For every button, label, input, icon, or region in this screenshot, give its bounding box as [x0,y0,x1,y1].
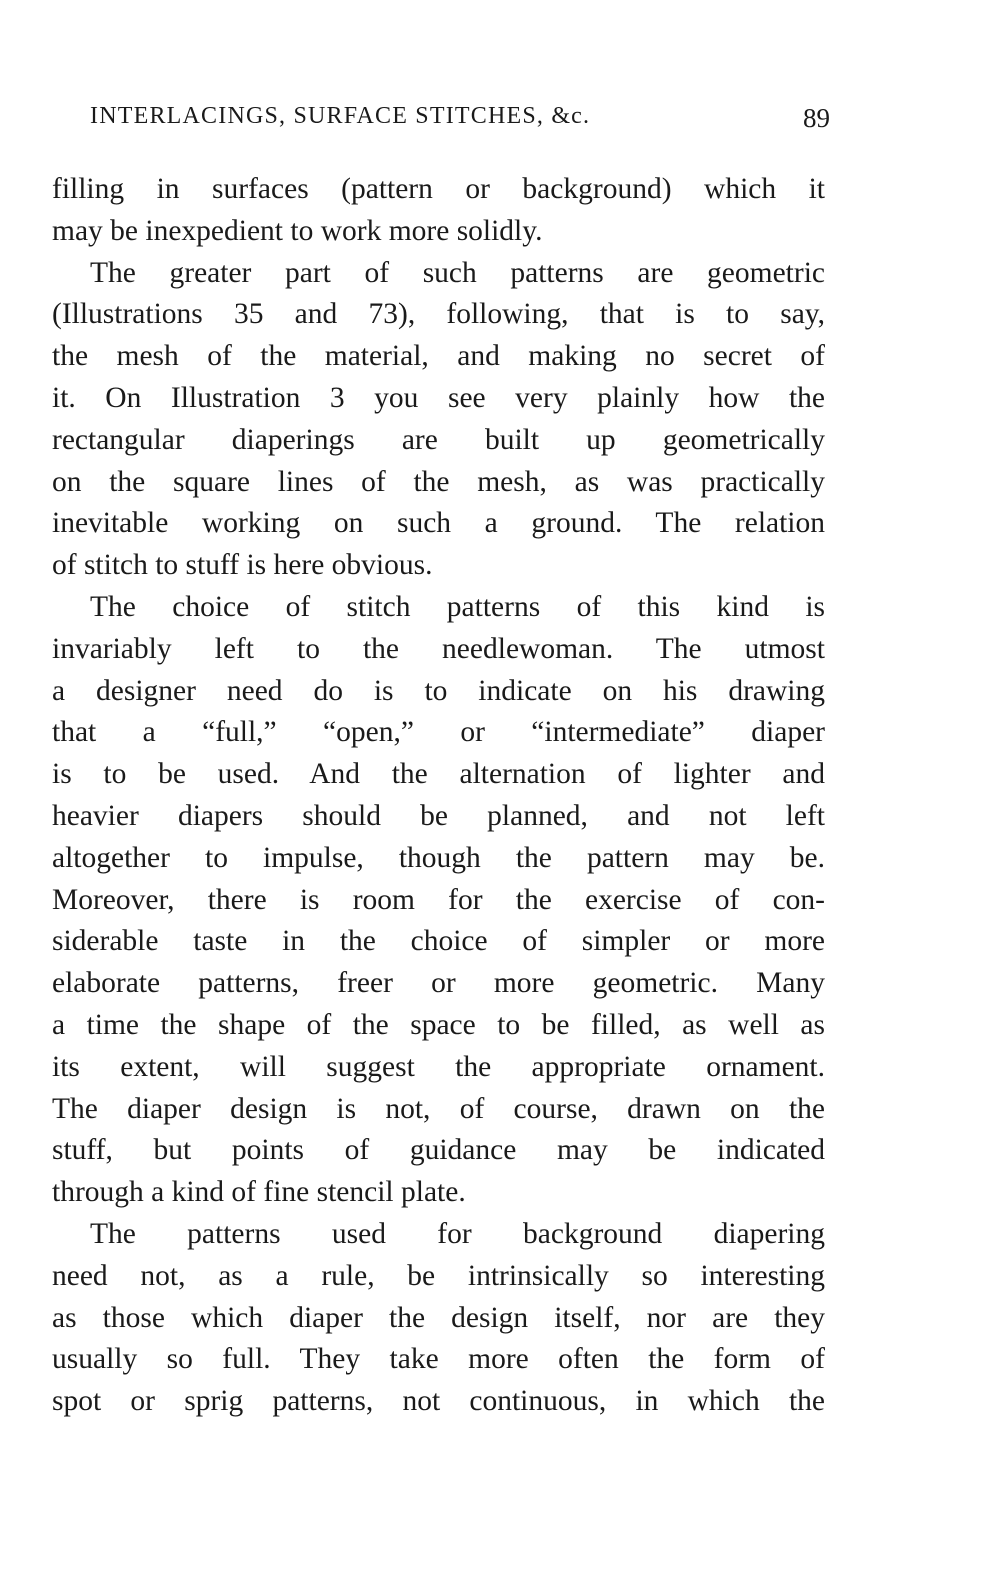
text-line: rectangular diaperings are built up geometrically [52,423,825,456]
page-number: 89 [803,103,830,133]
text-line: through a kind of fine stencil plate. [52,1176,466,1209]
text-line: a designer need do is to indicate on his drawing [52,674,825,707]
text-line: The patterns used for background diapering [90,1217,825,1250]
text-line: filling in surfaces (pattern or background) which it [52,173,825,205]
running-title: INTERLACINGS, SURFACE STITCHES, &c. [90,103,591,129]
text-line: (Illustrations 35 and 73), following, that is to say, [52,298,825,331]
body-text [52,169,825,1423]
text-line: invariably left to the needlewoman. The utmost [52,632,825,665]
running-header [90,103,830,139]
text-line: spot or sprig patterns, not continuous, in which the [52,1385,825,1418]
text-line: a time the shape of the space to be filled, as well as [52,1008,825,1041]
text-line: stuff, but points of guidance may be indicated [52,1134,825,1167]
text-line: as those which diaper the design itself, nor are they [52,1301,825,1334]
text-line: The greater part of such patterns are geometric [90,256,825,289]
text-line: it. On Illustration 3 you see very plainly how the [52,381,825,414]
text-line: need not, as a rule, be intrinsically so interesting [52,1259,825,1292]
text-line: may be inexpedient to work more solidly. [52,214,543,247]
text-line: The choice of stitch patterns of this kind is [90,590,825,623]
text-line: on the square lines of the mesh, as was practically [52,465,825,498]
text-line: Moreover, there is room for the exercise of con- [52,883,825,916]
text-line: the mesh of the material, and making no secret of [52,340,825,373]
text-line: of stitch to stuff is here obvious. [52,549,433,582]
text-line: altogether to impulse, though the pattern may be. [52,841,825,874]
text-line: that a “full,” “open,” or “intermediate” diaper [52,716,825,749]
text-line: siderable taste in the choice of simpler or more [52,925,825,958]
text-line: elaborate patterns, freer or more geometric. Many [52,967,825,1000]
paragraph [52,587,825,1214]
text-line: heavier diapers should be planned, and not left [52,799,825,832]
text-line: its extent, will suggest the appropriate ornament. [52,1050,825,1083]
paragraph [52,169,825,253]
text-line: inevitable working on such a ground. The relation [52,507,825,540]
text-line: is to be used. And the alternation of lighter and [52,758,825,791]
paragraph [52,253,825,587]
paragraph [52,1214,825,1423]
text-line: usually so full. They take more often the form of [52,1343,825,1376]
text-line: The diaper design is not, of course, drawn on the [52,1092,825,1125]
